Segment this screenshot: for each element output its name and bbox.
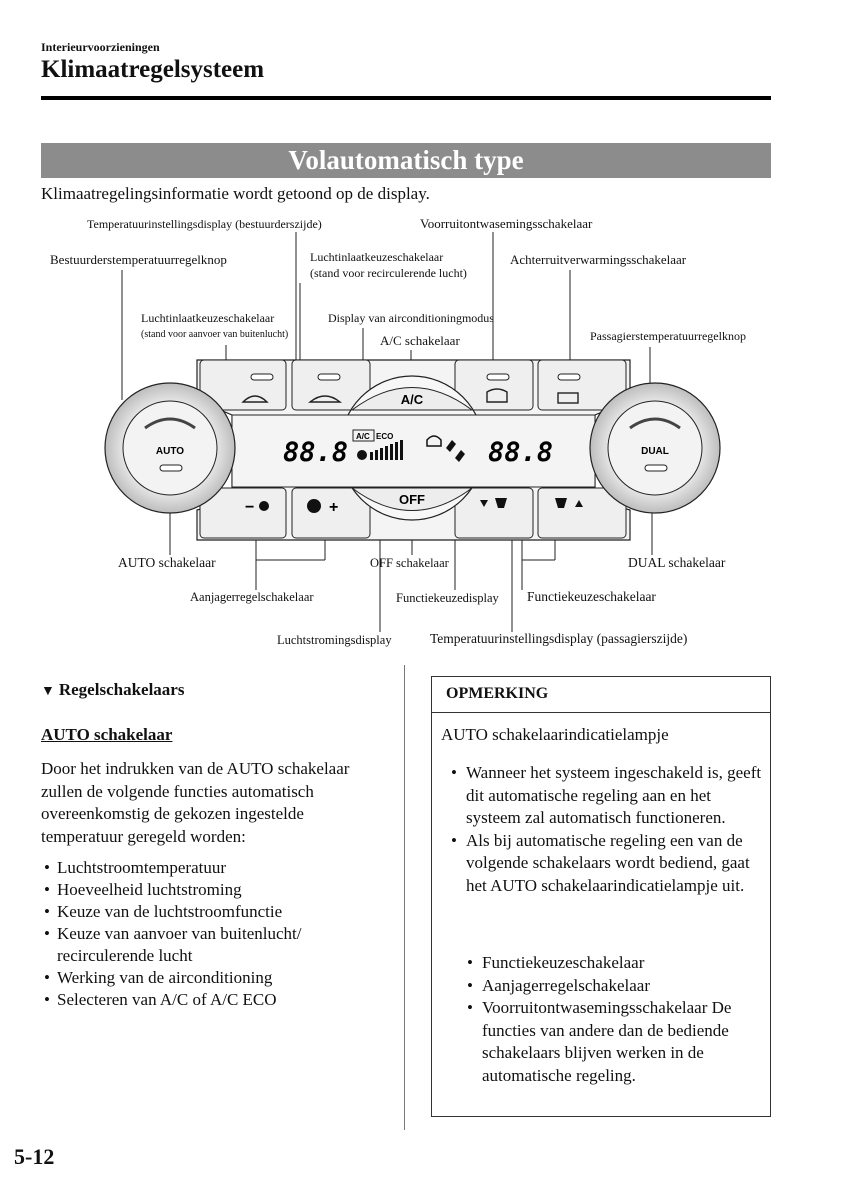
column-divider [404, 665, 405, 1130]
dual-indicator-lamp [645, 465, 667, 471]
temp-display-passenger: 88.8 [488, 437, 554, 468]
list-item: • Hoeveelheid luchtstroming [41, 879, 386, 901]
note-first-line: AUTO schakelaarindicatielampje [441, 725, 669, 744]
callout-temp-display-driver: Temperatuurinstellingsdisplay (bestuurderszijde) [87, 217, 322, 231]
auto-indicator-lamp [160, 465, 182, 471]
callout-fan-switch: Aanjagerregelschakelaar [190, 590, 314, 604]
note-title: OPMERKING [446, 685, 549, 702]
callout-fresh-switch-1: Luchtinlaatkeuzeschakelaar [141, 311, 275, 325]
list-item: • Wanneer het systeem ingeschakeld is, geeft dit automatische regeling aan en het systeem zal automatisch functioneren. [449, 762, 764, 830]
list-item: • Keuze van aanvoer van buitenlucht/ recirculerende lucht [41, 923, 386, 967]
callout-recirc-switch-2: (stand voor recirculerende lucht) [310, 266, 467, 280]
section-label: Interieurvoorzieningen [41, 40, 160, 54]
callout-ac-switch: A/C schakelaar [380, 333, 460, 348]
subhead-controls: ▼ Regelschakelaars [41, 680, 185, 699]
callout-off-switch: OFF schakelaar [370, 556, 449, 570]
dual-button-label: DUAL [641, 446, 669, 457]
callout-driver-temp-knob: Bestuurderstemperatuurregelknop [50, 252, 227, 267]
list-item: • Luchtstroomtemperatuur [41, 857, 386, 879]
auto-paragraph: Door het indrukken van de AUTO schakelaar zullen de volgende functies automatisch overeenkomstig de gekozen ingestelde temperatuur geregeld worden: [41, 759, 350, 846]
callout-recirc-switch-1: Luchtinlaatkeuzeschakelaar [310, 250, 444, 264]
auto-feature-list [41, 857, 386, 1011]
ac-indicator: A/C [356, 432, 370, 441]
list-item: • Als bij automatische regeling een van de volgende schakelaars wordt bediend, gaat het AUTO schakelaarindicatielampje uit. [449, 830, 764, 898]
callout-rear-defrost-switch: Achterruitverwarmingsschakelaar [510, 252, 687, 267]
eco-indicator: ECO [376, 432, 394, 441]
temp-display-driver: 88.8 [283, 437, 349, 468]
list-item: • Keuze van de luchtstroomfunctie [41, 901, 386, 923]
list-item: • Aanjagerregelschakelaar [465, 975, 765, 998]
callout-temp-display-passenger: Temperatuurinstellingsdisplay (passagierszijde) [430, 631, 688, 646]
note-box [431, 676, 771, 1117]
ac-button-label: A/C [400, 392, 424, 407]
fan-plus-label: + [329, 499, 339, 516]
note-header [432, 677, 770, 713]
callout-mode-display: Functiekeuzedisplay [396, 591, 499, 605]
callout-dual-switch: DUAL schakelaar [628, 555, 726, 570]
auto-button-label: AUTO [155, 446, 185, 457]
list-item: • Selecteren van A/C of A/C ECO [41, 989, 386, 1011]
auto-switch-heading: AUTO schakelaar [41, 725, 173, 744]
list-item: • Functiekeuzeschakelaar [465, 952, 765, 975]
page-number: 5-12 [14, 1144, 55, 1169]
callout-auto-switch: AUTO schakelaar [118, 555, 216, 570]
callout-mode-switch: Functiekeuzeschakelaar [527, 589, 656, 604]
chapter-title: Klimaatregelsysteem [41, 56, 265, 83]
note-list [449, 762, 764, 897]
callout-passenger-temp-knob: Passagierstemperatuurregelknop [590, 329, 746, 343]
off-button-label: OFF [399, 492, 425, 507]
triangle-icon: ▼ [41, 684, 55, 699]
intro-text: Klimaatregelingsinformatie wordt getoond op de display. [41, 184, 430, 203]
callout-fresh-switch-2: (stand voor aanvoer van buitenlucht) [141, 329, 289, 340]
callout-defrost-switch: Voorruitontwasemingsschakelaar [420, 216, 593, 231]
callout-airflow-display: Luchtstromingsdisplay [277, 633, 392, 647]
callout-ac-mode-display: Display van airconditioningmodus [328, 311, 494, 325]
list-item: • Voorruitontwasemingsschakelaar De functies van andere dan de bediende schakelaars blijven werken in de automatische regeling. [465, 997, 765, 1087]
fan-low-icon [259, 501, 269, 511]
list-item: • Werking van de airconditioning [41, 967, 386, 989]
note-sublist [465, 952, 765, 1087]
fan-minus-label: − [245, 499, 255, 516]
section-banner: Volautomatisch type [41, 143, 771, 178]
fan-high-icon [307, 499, 321, 513]
